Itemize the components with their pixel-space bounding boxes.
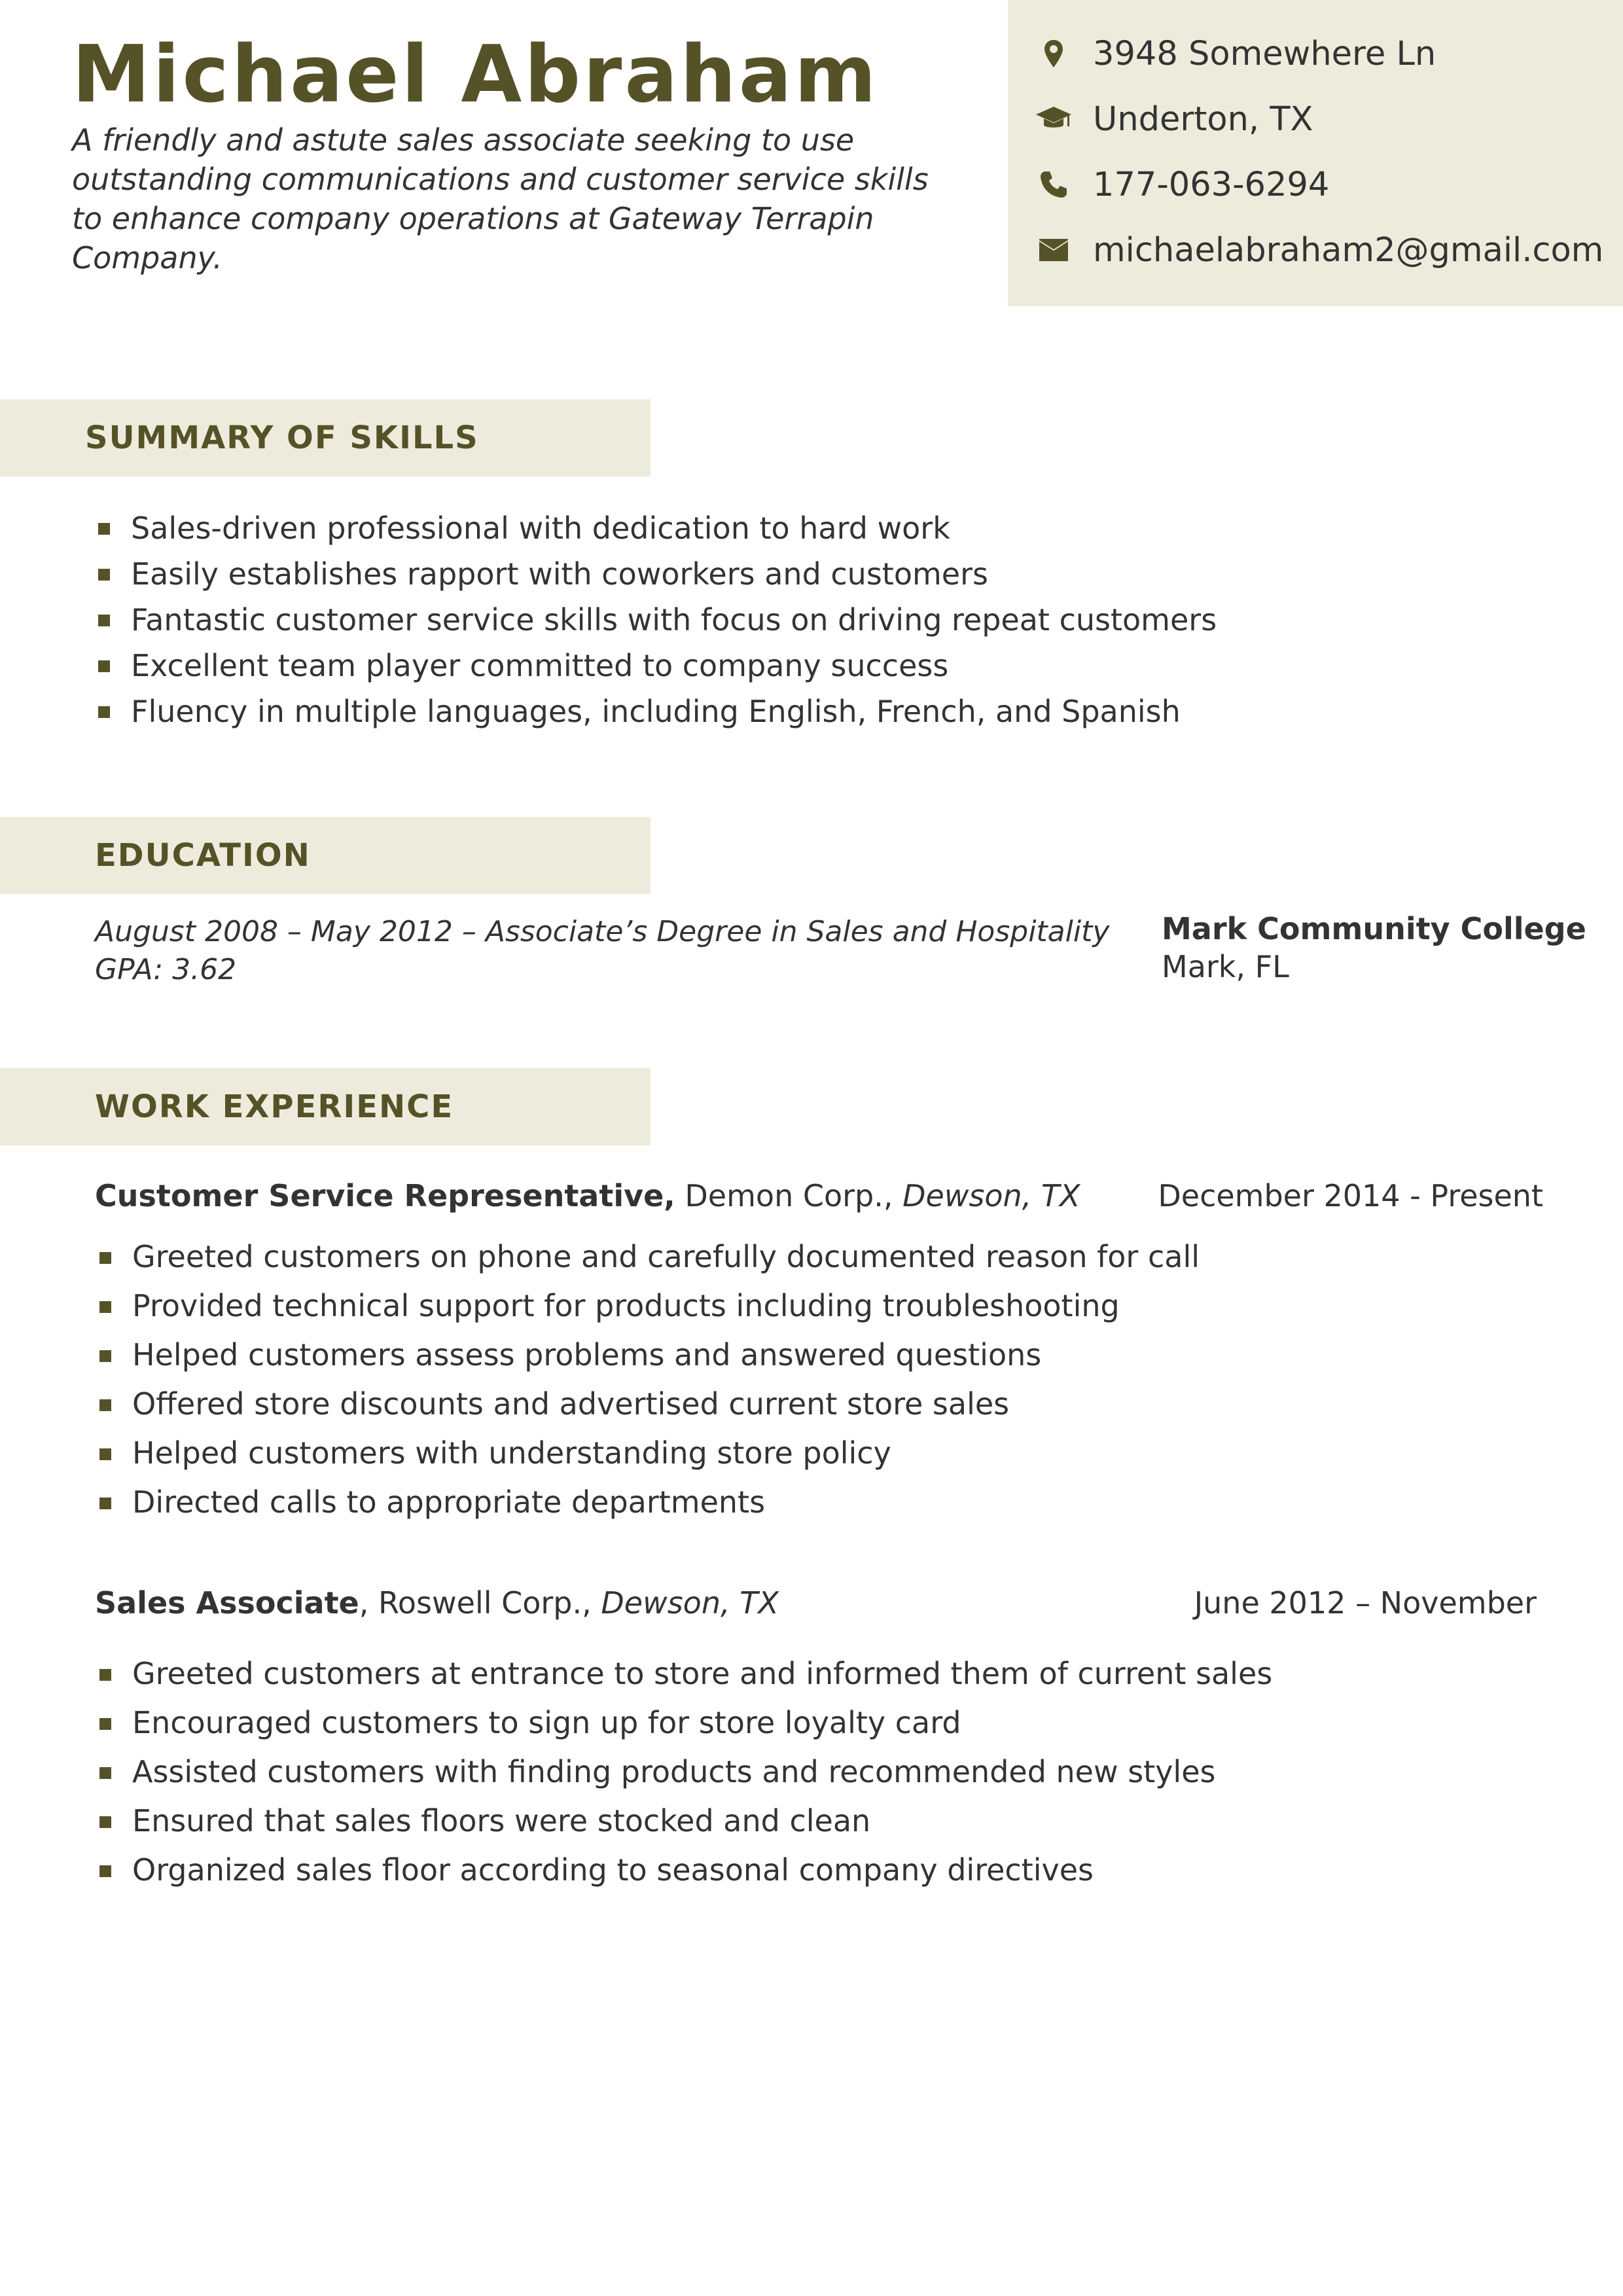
candidate-name: Michael Abraham	[72, 29, 879, 120]
skills-section-header	[0, 399, 651, 476]
list-item: Sales-driven professional with dedication to hard work	[98, 505, 1217, 551]
contact-address: 3948 Somewhere Ln	[1093, 34, 1436, 73]
contact-email-row	[1034, 224, 1610, 276]
objective-statement: A friendly and astute sales associate seeking to use outstanding communications and customer service skills to enhance company operations at Gateway Terrapin Company.	[72, 122, 929, 276]
degree-line: August 2008 – May 2012 – Associate’s Degree in Sales and Hospitality	[95, 915, 1110, 948]
experience-section-header	[0, 1068, 651, 1145]
list-item: Offered store discounts and advertised current store sales	[99, 1380, 1200, 1429]
job-heading	[95, 1178, 1080, 1213]
list-item: Greeted customers at entrance to store and informed them of current sales	[99, 1649, 1272, 1698]
job-company: Demon Corp.,	[675, 1178, 893, 1213]
job-company: , Roswell Corp.,	[359, 1585, 592, 1621]
list-item: Provided technical support for products including troubleshooting	[99, 1282, 1200, 1331]
education-section-title: EDUCATION	[95, 837, 311, 874]
job-dates: June 2012 – November	[1194, 1585, 1537, 1621]
job-title: Customer Service Representative,	[95, 1178, 675, 1213]
contact-phone-row	[1034, 158, 1610, 211]
list-item: Assisted customers with finding products and recommended new styles	[99, 1748, 1272, 1797]
contact-box	[1008, 0, 1623, 306]
list-item: Helped customers with understanding store policy	[99, 1429, 1200, 1478]
school-location: Mark, FL	[1162, 949, 1289, 984]
job-duties-list	[99, 1649, 1272, 1895]
list-item: Encouraged customers to sign up for store loyalty card	[99, 1698, 1272, 1748]
job-location: Dewson, TX	[893, 1178, 1080, 1213]
job-duties-list	[99, 1232, 1200, 1527]
list-item: Helped customers assess problems and answered questions	[99, 1331, 1200, 1380]
list-item: Fluency in multiple languages, including English, French, and Spanish	[98, 689, 1217, 734]
job-title: Sales Associate	[95, 1585, 359, 1621]
education-section-header	[0, 817, 651, 894]
contact-email[interactable]: michaelabraham2@gmail.com	[1093, 230, 1604, 270]
list-item: Greeted customers on phone and carefully documented reason for call	[99, 1232, 1200, 1282]
list-item: Ensured that sales floors were stocked and clean	[99, 1797, 1272, 1846]
map-marker-icon	[1034, 34, 1073, 73]
contact-city: Underton, TX	[1093, 99, 1313, 139]
contact-city-row	[1034, 93, 1610, 145]
skills-list	[98, 505, 1217, 734]
job-heading	[95, 1585, 779, 1621]
gpa: GPA: 3.62	[95, 953, 237, 986]
contact-phone[interactable]: 177-063-6294	[1093, 165, 1330, 204]
graduation-cap-icon	[1034, 99, 1073, 139]
list-item: Directed calls to appropriate departments	[99, 1478, 1200, 1527]
list-item: Fantastic customer service skills with focus on driving repeat customers	[98, 597, 1217, 643]
job-dates: December 2014 - Present	[1158, 1178, 1543, 1213]
contact-address-row	[1034, 27, 1610, 80]
phone-icon	[1034, 165, 1073, 204]
school-name: Mark Community College	[1162, 911, 1586, 946]
list-item: Organized sales floor according to seasonal company directives	[99, 1846, 1272, 1895]
skills-section-title: SUMMARY OF SKILLS	[85, 420, 479, 456]
experience-section-title: WORK EXPERIENCE	[95, 1088, 454, 1125]
envelope-icon	[1034, 230, 1073, 270]
list-item: Easily establishes rapport with coworkers and customers	[98, 551, 1217, 597]
job-location: Dewson, TX	[591, 1585, 779, 1621]
list-item: Excellent team player committed to company success	[98, 643, 1217, 689]
